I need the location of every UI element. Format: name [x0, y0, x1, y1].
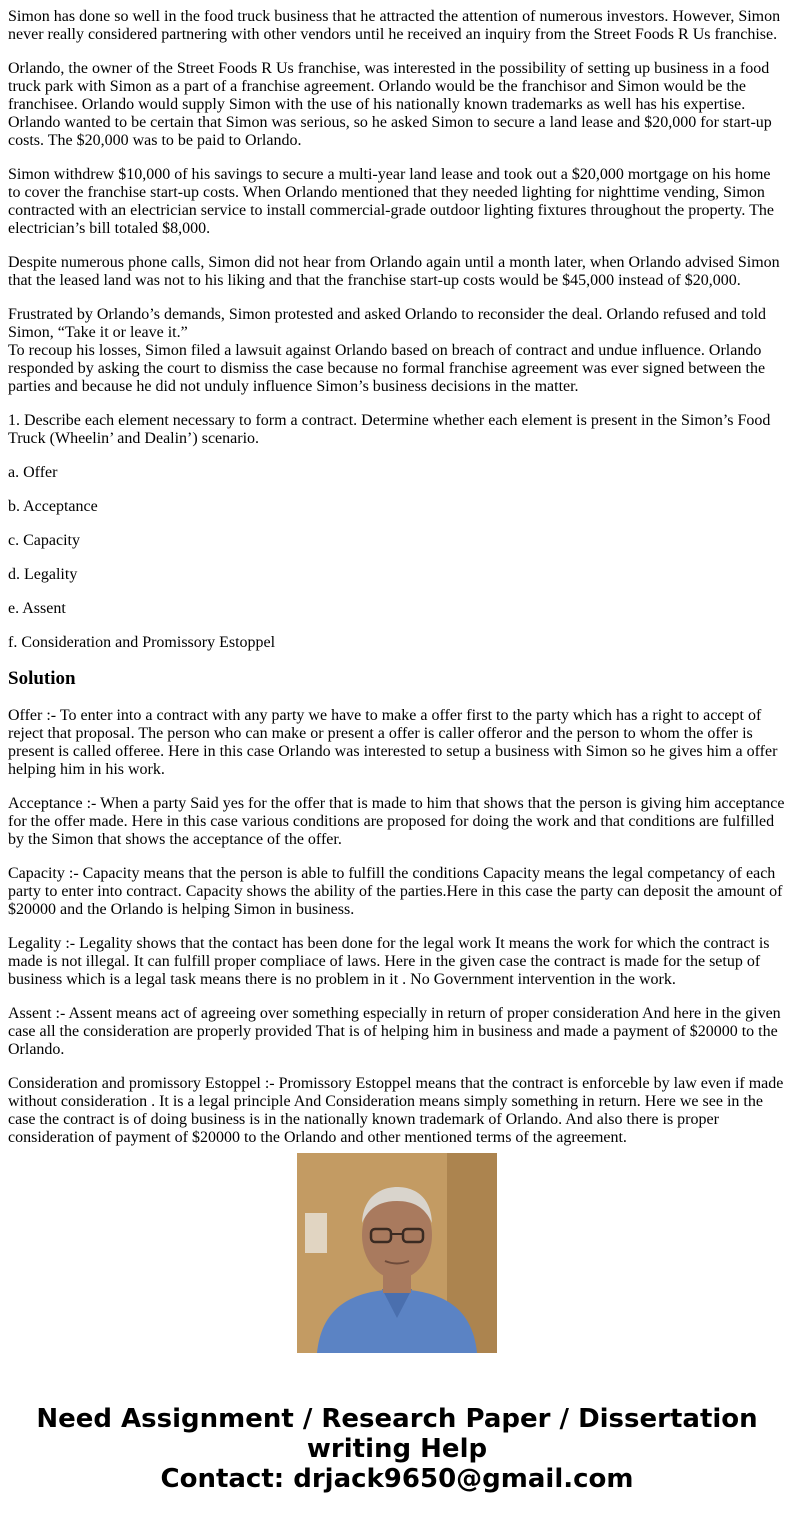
- promo-headline: Need Assignment / Research Paper / Dissertation writing Help: [36, 1404, 758, 1464]
- promo-banner: [0, 1404, 794, 1494]
- question-prompt: 1. Describe each element necessary to form a contract. Determine whether each element is present in the Simon’s Food Truck (Wheelin’ and Dealin’) scenario.: [8, 412, 771, 447]
- promo-contact: Contact: drjack9650@gmail.com: [160, 1464, 634, 1494]
- question-paragraph: To recoup his losses, Simon filed a lawsuit against Orlando based on breach of contract and undue influence. Orlando responded by asking the court to dismiss the case because no formal franchise agreement was ever signed between the parties and because he did not unduly influence Simon’s business decisions in the matter.: [8, 342, 766, 395]
- question-paragraph: Simon has done so well in the food truck business that he attracted the attention of numerous investors. However, Simon never really considered partnering with other vendors until he received an inquiry from the Street Foods R Us franchise.: [8, 8, 781, 43]
- solution-paragraph: Offer :- To enter into a contract with any party we have to make a offer first to the party which has a right to accept of reject that proposal. The person who can make or present a offer is caller offeror and the person to whom the offer is present is called offeree. Here in this case Orlando was interested to setup a business with Simon so he gives him a offer helping him in his work.: [8, 707, 778, 778]
- solution-paragraph: Assent :- Assent means act of agreeing over something especially in return of proper consideration And here in the given case all the consideration are properly provided That is of helping him in business and made a payment of $20000 to the Orlando.: [8, 1005, 781, 1058]
- element-item-legality: d. Legality: [8, 566, 78, 583]
- solution-paragraph: Acceptance :- When a party Said yes for the offer that is made to him that shows that the person is giving him acceptance for the offer made. Here in this case various conditions are proposed for doing the work and that conditions are fulfilled by the Simon that shows the acceptance of the offer.: [8, 795, 785, 848]
- element-item-consideration: f. Consideration and Promissory Estoppel: [8, 634, 276, 651]
- solution-paragraph: Legality :- Legality shows that the contact has been done for the legal work It means the work for which the contract is made is not illegal. It can fulfill proper compliace of laws. Here in the given case the contract is made for the setup of business which is a legal task means there is no problem in it . No Government intervention in the work.: [8, 935, 770, 988]
- question-paragraph: Despite numerous phone calls, Simon did not hear from Orlando again until a month later, when Orlando advised Simon that the leased land was not to his liking and that the franchise start-up costs would be $45,000 instead of $20,000.: [8, 254, 780, 289]
- question-paragraph: Frustrated by Orlando’s demands, Simon protested and asked Orlando to reconsider the deal. Orlando refused and told Simon, “Take it or leave it.”: [8, 306, 767, 341]
- question-paragraph: Simon withdrew $10,000 of his savings to secure a multi-year land lease and took out a $20,000 mortgage on his home to cover the franchise start-up costs. When Orlando mentioned that they needed lighting for nighttime vending, Simon contracted with an electrician service to install commercial-grade outdoor lighting fixtures throughout the property. The electrician’s bill totaled $8,000.: [8, 166, 774, 237]
- solution-heading: Solution: [8, 668, 76, 689]
- element-item-acceptance: b. Acceptance: [8, 498, 98, 515]
- element-item-capacity: c. Capacity: [8, 532, 80, 549]
- author-avatar: [297, 1153, 497, 1353]
- document-body: [8, 8, 786, 1146]
- element-item-offer: a. Offer: [8, 464, 58, 481]
- question-paragraph: Orlando, the owner of the Street Foods R Us franchise, was interested in the possibility of setting up business in a food truck park with Simon as a part of a franchise agreement. Orlando would be the franchisor and Simon would be the franchisee. Orlando would supply Simon with the use of his nationally known trademarks as well has his expertise. Orlando wanted to be certain that Simon was serious, so he asked Simon to secure a land lease and $20,000 for start-up costs. The $20,000 was to be paid to Orlando.: [8, 60, 772, 149]
- solution-paragraph: Capacity :- Capacity means that the person is able to fulfill the conditions Capacity means the legal competancy of each party to enter into contract. Capacity shows the ability of the parties.Here in this case the party can deposit the amount of $20000 and the Orlando is helping Simon in business.: [8, 865, 783, 918]
- solution-paragraph: Consideration and promissory Estoppel :- Promissory Estoppel means that the contract is enforceble by law even if made without consideration . It is a legal principle And Consideration means simply something in return. Here we see in the case the contract is of doing business is in the nationally known trademark of Orlando. And also there is proper consideration of payment of $20000 to the Orlando and other mentioned terms of the agreement.: [8, 1075, 784, 1146]
- element-item-assent: e. Assent: [8, 600, 66, 617]
- author-portrait-icon: [297, 1153, 497, 1353]
